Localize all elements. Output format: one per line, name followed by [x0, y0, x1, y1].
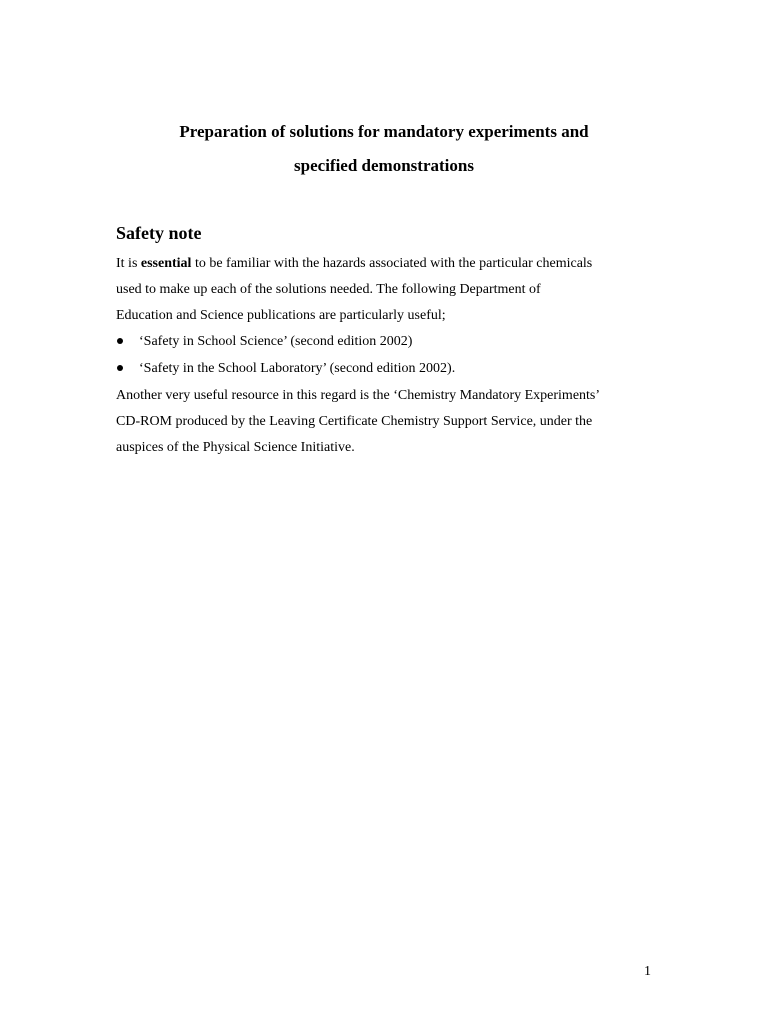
intro-line-3: Education and Science publications are particularly useful;	[116, 308, 446, 323]
closing-line-1: Another very useful resource in this regard is the ‘Chemistry Mandatory Experiments’	[116, 388, 601, 403]
publication-list	[116, 328, 455, 382]
closing-line-2: CD-ROM produced by the Leaving Certificate Chemistry Support Service, under the	[116, 414, 593, 429]
intro-line-2: used to make up each of the solutions needed. The following Department of	[116, 282, 541, 297]
closing-line-3: auspices of the Physical Science Initiative.	[116, 440, 355, 455]
list-item-text: ‘Safety in School Science’ (second edition 2002)	[139, 334, 413, 349]
bullet-icon	[117, 365, 123, 371]
intro-emphasis: essential	[140, 256, 192, 271]
bullet-icon	[117, 338, 123, 344]
document-title-line-1: Preparation of solutions for mandatory experiments and	[179, 122, 589, 141]
intro-paragraph	[116, 251, 676, 329]
list-item	[116, 355, 455, 382]
list-item-text: ‘Safety in the School Laboratory’ (second edition 2002).	[139, 361, 456, 376]
intro-prefix: It is	[116, 256, 141, 271]
list-item	[116, 328, 455, 355]
document-title-line-2: specified demonstrations	[294, 156, 474, 175]
intro-line-1-rest: to be familiar with the hazards associated with the particular chemicals	[191, 256, 593, 271]
page-number: 1	[644, 964, 651, 979]
closing-paragraph	[116, 383, 676, 461]
section-heading: Safety note	[116, 223, 202, 243]
